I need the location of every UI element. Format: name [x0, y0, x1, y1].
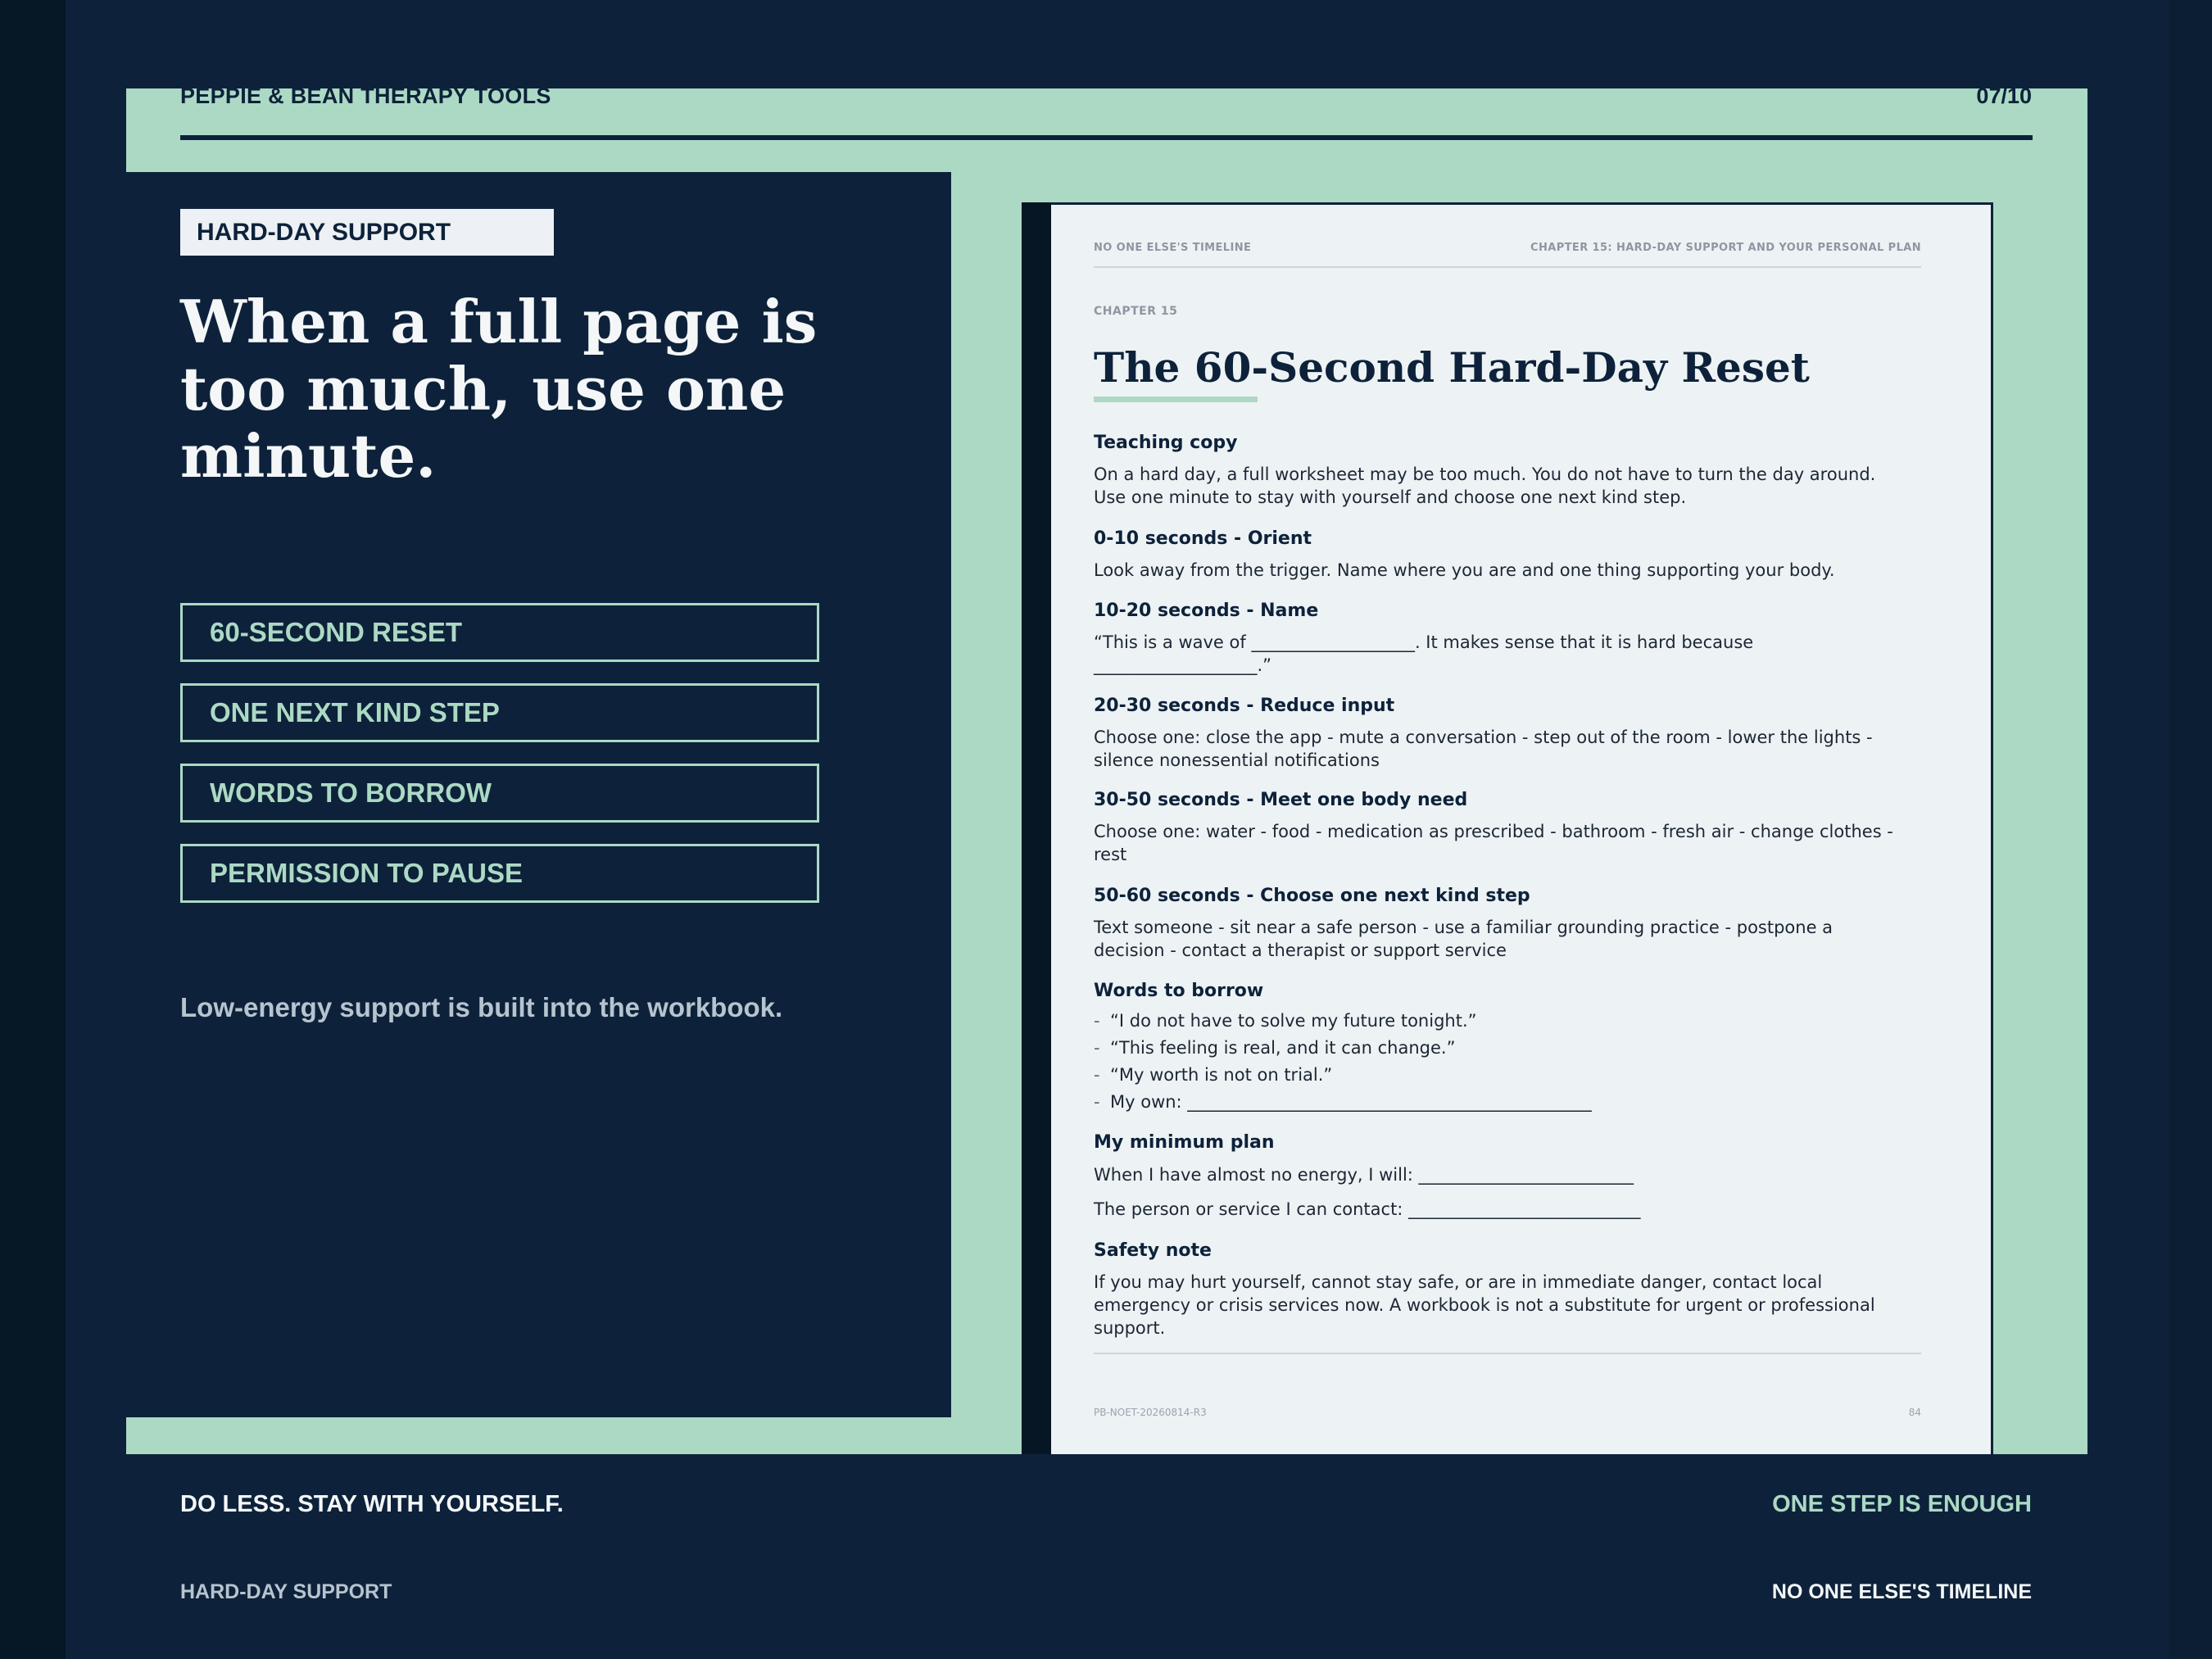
section-heading: 10-20 seconds - Name — [1094, 601, 1319, 621]
running-head-right: CHAPTER 15: HARD-DAY SUPPORT AND YOUR PERSONAL PLAN — [1530, 242, 1921, 254]
plan-line: When I have almost no energy, I will: _________________________ — [1094, 1165, 1634, 1185]
chip-permission-to-pause: PERMISSION TO PAUSE — [180, 844, 819, 903]
slide-counter: 07/10 — [1976, 84, 2032, 108]
running-head-rule — [1094, 266, 1921, 268]
section-line: Text someone - sit near a safe person - use a familiar grounding practice - postpone a — [1094, 918, 1834, 937]
section-line: “This is a wave of ___________________. It makes sense that it is hard because — [1094, 632, 1754, 652]
list-item: - My own: _______________________________________________ — [1094, 1092, 1592, 1112]
section-line: rest — [1094, 845, 1127, 864]
list-item: - “This feeling is real, and it can change.” — [1094, 1038, 1456, 1058]
list-item: - “My worth is not on trial.” — [1094, 1065, 1333, 1085]
headline: When a full page is too much, use one minute. — [180, 287, 818, 491]
section-line: decision - contact a therapist or support service — [1094, 941, 1507, 960]
section-heading: 0-10 seconds - Orient — [1094, 528, 1312, 549]
section-reduce-input — [1094, 695, 1921, 772]
document-code: PB-NOET-20260814-R3 — [1094, 1407, 1207, 1418]
title-underline — [1094, 397, 1258, 402]
brand-name: PEPPIE & BEAN THERAPY TOOLS — [180, 84, 551, 108]
right-edge-strip — [2169, 0, 2212, 1659]
book-spine — [1022, 202, 1051, 1454]
section-heading: 30-50 seconds - Meet one body need — [1094, 790, 1468, 810]
section-minimum-plan — [1094, 1131, 1921, 1221]
section-safety-note — [1094, 1240, 1921, 1339]
section-heading: My minimum plan — [1094, 1132, 1275, 1153]
section-line: If you may hurt yourself, cannot stay safe, or are in immediate danger, contact local — [1094, 1272, 1823, 1292]
section-line: Use one minute to stay with yourself and choose one next kind step. — [1094, 487, 1687, 507]
bottom-accent: ONE STEP IS ENOUGH — [1772, 1491, 2032, 1517]
section-heading: 50-60 seconds - Choose one next kind step — [1094, 886, 1530, 906]
section-heading: Safety note — [1094, 1240, 1212, 1261]
header-rule — [180, 135, 2033, 140]
running-head-left: NO ONE ELSE'S TIMELINE — [1094, 242, 1252, 254]
section-next-kind-step — [1094, 885, 1921, 962]
footer-left: HARD-DAY SUPPORT — [180, 1580, 392, 1603]
chip-one-next-kind-step: ONE NEXT KIND STEP — [180, 683, 819, 742]
chip-60-second-reset: 60-SECOND RESET — [180, 603, 819, 662]
page-title: The 60-Second Hard-Day Reset — [1094, 343, 1810, 392]
section-heading: Teaching copy — [1094, 433, 1238, 453]
section-line: silence nonessential notifications — [1094, 750, 1380, 770]
section-badge: HARD-DAY SUPPORT — [180, 209, 554, 256]
left-edge-strip — [0, 0, 66, 1659]
section-line: support. — [1094, 1318, 1166, 1338]
section-words-to-borrow — [1094, 980, 1921, 1113]
page-number: 84 — [1908, 1407, 1921, 1418]
section-line: On a hard day, a full worksheet may be too much. You do not have to turn the day around. — [1094, 465, 1876, 484]
section-line: ___________________.” — [1094, 655, 1272, 675]
plan-line: The person or service I can contact: ___________________________ — [1094, 1199, 1641, 1219]
list-item: - “I do not have to solve my future tonight.” — [1094, 1011, 1477, 1031]
section-heading: 20-30 seconds - Reduce input — [1094, 696, 1395, 716]
section-name — [1094, 600, 1921, 677]
chapter-label: CHAPTER 15 — [1094, 305, 1178, 318]
section-line: emergency or crisis services now. A workbook is not a substitute for urgent or professional — [1094, 1295, 1875, 1315]
footer-right: NO ONE ELSE'S TIMELINE — [1771, 1580, 2032, 1603]
section-orient — [1094, 528, 1921, 582]
running-head — [1094, 242, 1921, 254]
bottom-slogan: DO LESS. STAY WITH YOURSELF. — [180, 1491, 564, 1517]
tagline: Low-energy support is built into the workbook. — [180, 992, 783, 1022]
section-line: Look away from the trigger. Name where you are and one thing supporting your body. — [1094, 560, 1835, 580]
section-teaching-copy — [1094, 432, 1921, 509]
section-heading: Words to borrow — [1094, 981, 1264, 1001]
section-line: Choose one: close the app - mute a conversation - step out of the room - lower the lights - — [1094, 728, 1873, 747]
chip-words-to-borrow: WORDS TO BORROW — [180, 764, 819, 823]
section-line: Choose one: water - food - medication as prescribed - bathroom - fresh air - change clothes - — [1094, 822, 1893, 841]
page-footer-rule — [1094, 1353, 1921, 1354]
section-body-need — [1094, 789, 1921, 866]
